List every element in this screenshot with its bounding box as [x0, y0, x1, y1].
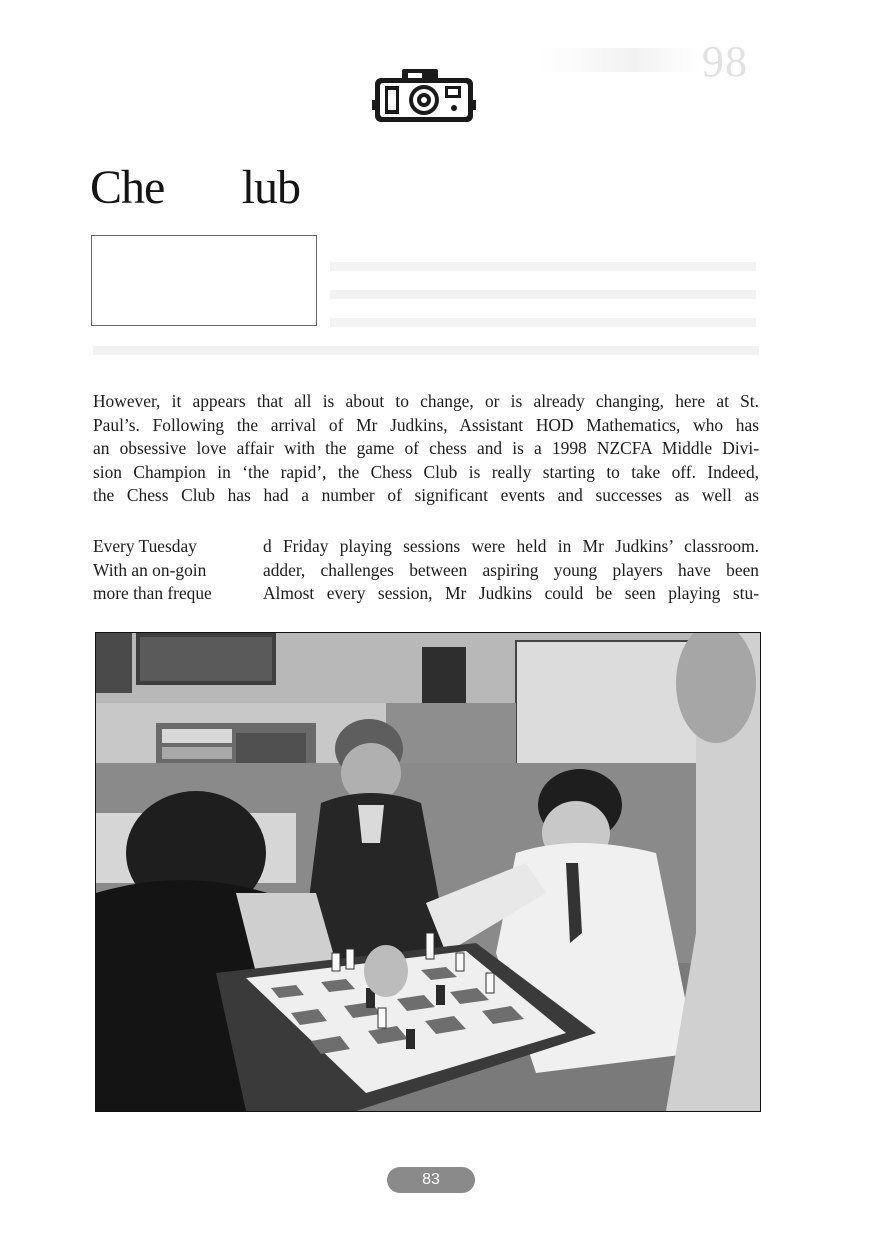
text-line: However, it appears that all is about to change, or is already changing, here at St. [93, 391, 759, 411]
text-line: an obsessive love affair with the game of chess and is a 1998 NZCFA Middle Divi- [93, 438, 759, 458]
line-left: Every Tuesday [93, 536, 197, 556]
text-line: sion Champion in ‘the rapid’, the Chess Club is really starting to take off. Indeed, [93, 461, 759, 482]
line-right: Almost every session, Mr Judkins could be seen playing stu- [263, 583, 759, 603]
text-line [93, 582, 759, 606]
line-right: d Friday playing sessions were held in Mr Judkins’ classroom. [263, 536, 759, 556]
text-line: Paul’s. Following the arrival of Mr Judkins, Assistant HOD Mathematics, who has [93, 414, 759, 435]
faded-text-line [330, 318, 756, 327]
faded-text-line [330, 262, 756, 271]
text-line: the Chess Club has had a number of significant events and successes as well as [93, 485, 759, 505]
title-end: lub [241, 161, 301, 214]
line-right: adder, challenges between aspiring young players have been [263, 559, 759, 580]
title-gap [164, 161, 241, 214]
header-faded-text [540, 48, 700, 72]
year-mark: 98 [702, 37, 748, 86]
photo-illustration [96, 633, 760, 1111]
text-line [93, 535, 759, 559]
faded-text-line [330, 290, 756, 299]
title-start: Che [90, 161, 165, 214]
line-left: With an on-goin [93, 559, 207, 580]
camera-icon [372, 64, 476, 128]
caption-box [91, 235, 317, 326]
text-line [93, 559, 759, 583]
paragraph-1 [93, 390, 759, 508]
page-number: 83 [387, 1167, 475, 1193]
line-left: more than freque [93, 583, 212, 603]
paragraph-2 [93, 535, 759, 607]
faded-text-line [93, 346, 759, 355]
page-title [90, 160, 300, 215]
chess-game-photo [95, 632, 761, 1112]
